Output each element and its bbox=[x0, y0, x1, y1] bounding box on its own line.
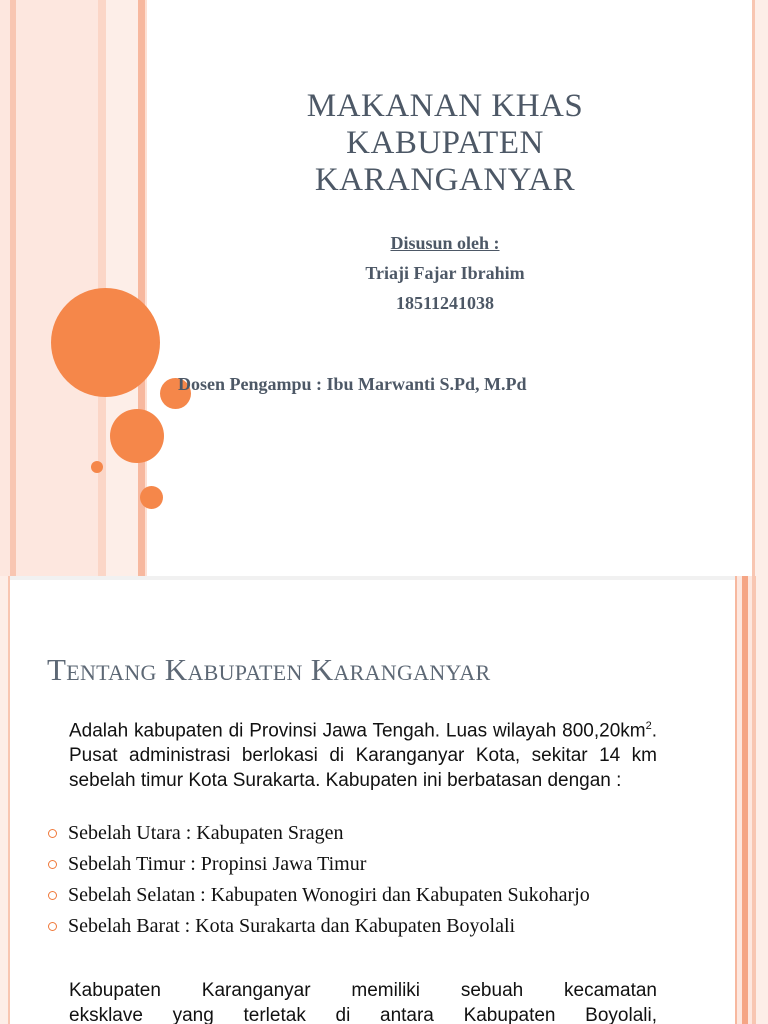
decorative-stripe bbox=[0, 576, 8, 1024]
list-item bbox=[46, 852, 666, 876]
decorative-circle-large bbox=[51, 288, 160, 397]
decorative-circle-tiny bbox=[91, 461, 103, 473]
closing-paragraph bbox=[69, 978, 657, 1024]
closing-line: Kabupaten Karanganyar memiliki sebuah kecamatan bbox=[69, 980, 657, 1001]
list-item bbox=[46, 883, 666, 907]
hollow-circle-bullet-icon bbox=[48, 922, 57, 931]
hollow-circle-bullet-icon bbox=[48, 860, 57, 869]
decorative-stripe bbox=[8, 576, 10, 1024]
author-heading: Disusun oleh : bbox=[390, 233, 500, 253]
decorative-stripe bbox=[16, 0, 98, 576]
closing-line: eksklave yang terletak di antara Kabupaten Boyolali, bbox=[69, 1005, 657, 1024]
slide-title bbox=[250, 88, 640, 199]
author-id: 18511241038 bbox=[395, 293, 494, 313]
superscript: 2 bbox=[645, 720, 652, 732]
list-item-text: Sebelah Timur : Propinsi Jawa Timur bbox=[68, 853, 367, 875]
author-name: Triaji Fajar Ibrahim bbox=[365, 263, 525, 283]
border-list bbox=[46, 821, 666, 945]
list-item bbox=[46, 821, 666, 845]
slide-heading: Tentang Kabupaten Karanganyar bbox=[47, 652, 491, 687]
content-slide bbox=[0, 576, 768, 1024]
hollow-circle-bullet-icon bbox=[48, 891, 57, 900]
decorative-circle-medium bbox=[110, 409, 164, 463]
decorative-stripe bbox=[755, 0, 768, 576]
title-line: MAKANAN KHAS bbox=[306, 88, 584, 124]
title-line: KARANGANYAR bbox=[314, 162, 576, 198]
lecturer-line: Dosen Pengampu : Ibu Marwanti S.Pd, M.Pd bbox=[178, 374, 527, 394]
decorative-stripe bbox=[0, 0, 10, 576]
decorative-circle-small bbox=[140, 486, 163, 509]
list-item-text: Sebelah Barat : Kota Surakarta dan Kabupaten Boyolali bbox=[68, 915, 516, 937]
intro-paragraph bbox=[69, 714, 657, 793]
decorative-stripe bbox=[756, 576, 768, 1024]
slide-divider bbox=[0, 576, 768, 580]
intro-text: Adalah kabupaten di Provinsi Jawa Tengah. Luas wilayah 800,20km bbox=[69, 720, 646, 742]
list-item-text: Sebelah Selatan : Kabupaten Wonogiri dan Kabupaten Sukoharjo bbox=[68, 884, 590, 906]
author-block bbox=[250, 228, 640, 318]
list-item-text: Sebelah Utara : Kabupaten Sragen bbox=[68, 822, 344, 844]
title-line: KABUPATEN bbox=[346, 125, 544, 161]
intro-text: . Pusat administrasi berlokasi di Karanganyar Kota, sekitar 14 km sebelah timur Kota Surakarta. Kabupaten ini berbatasan dengan : bbox=[69, 720, 657, 792]
list-item bbox=[46, 914, 666, 938]
hollow-circle-bullet-icon bbox=[48, 829, 57, 838]
